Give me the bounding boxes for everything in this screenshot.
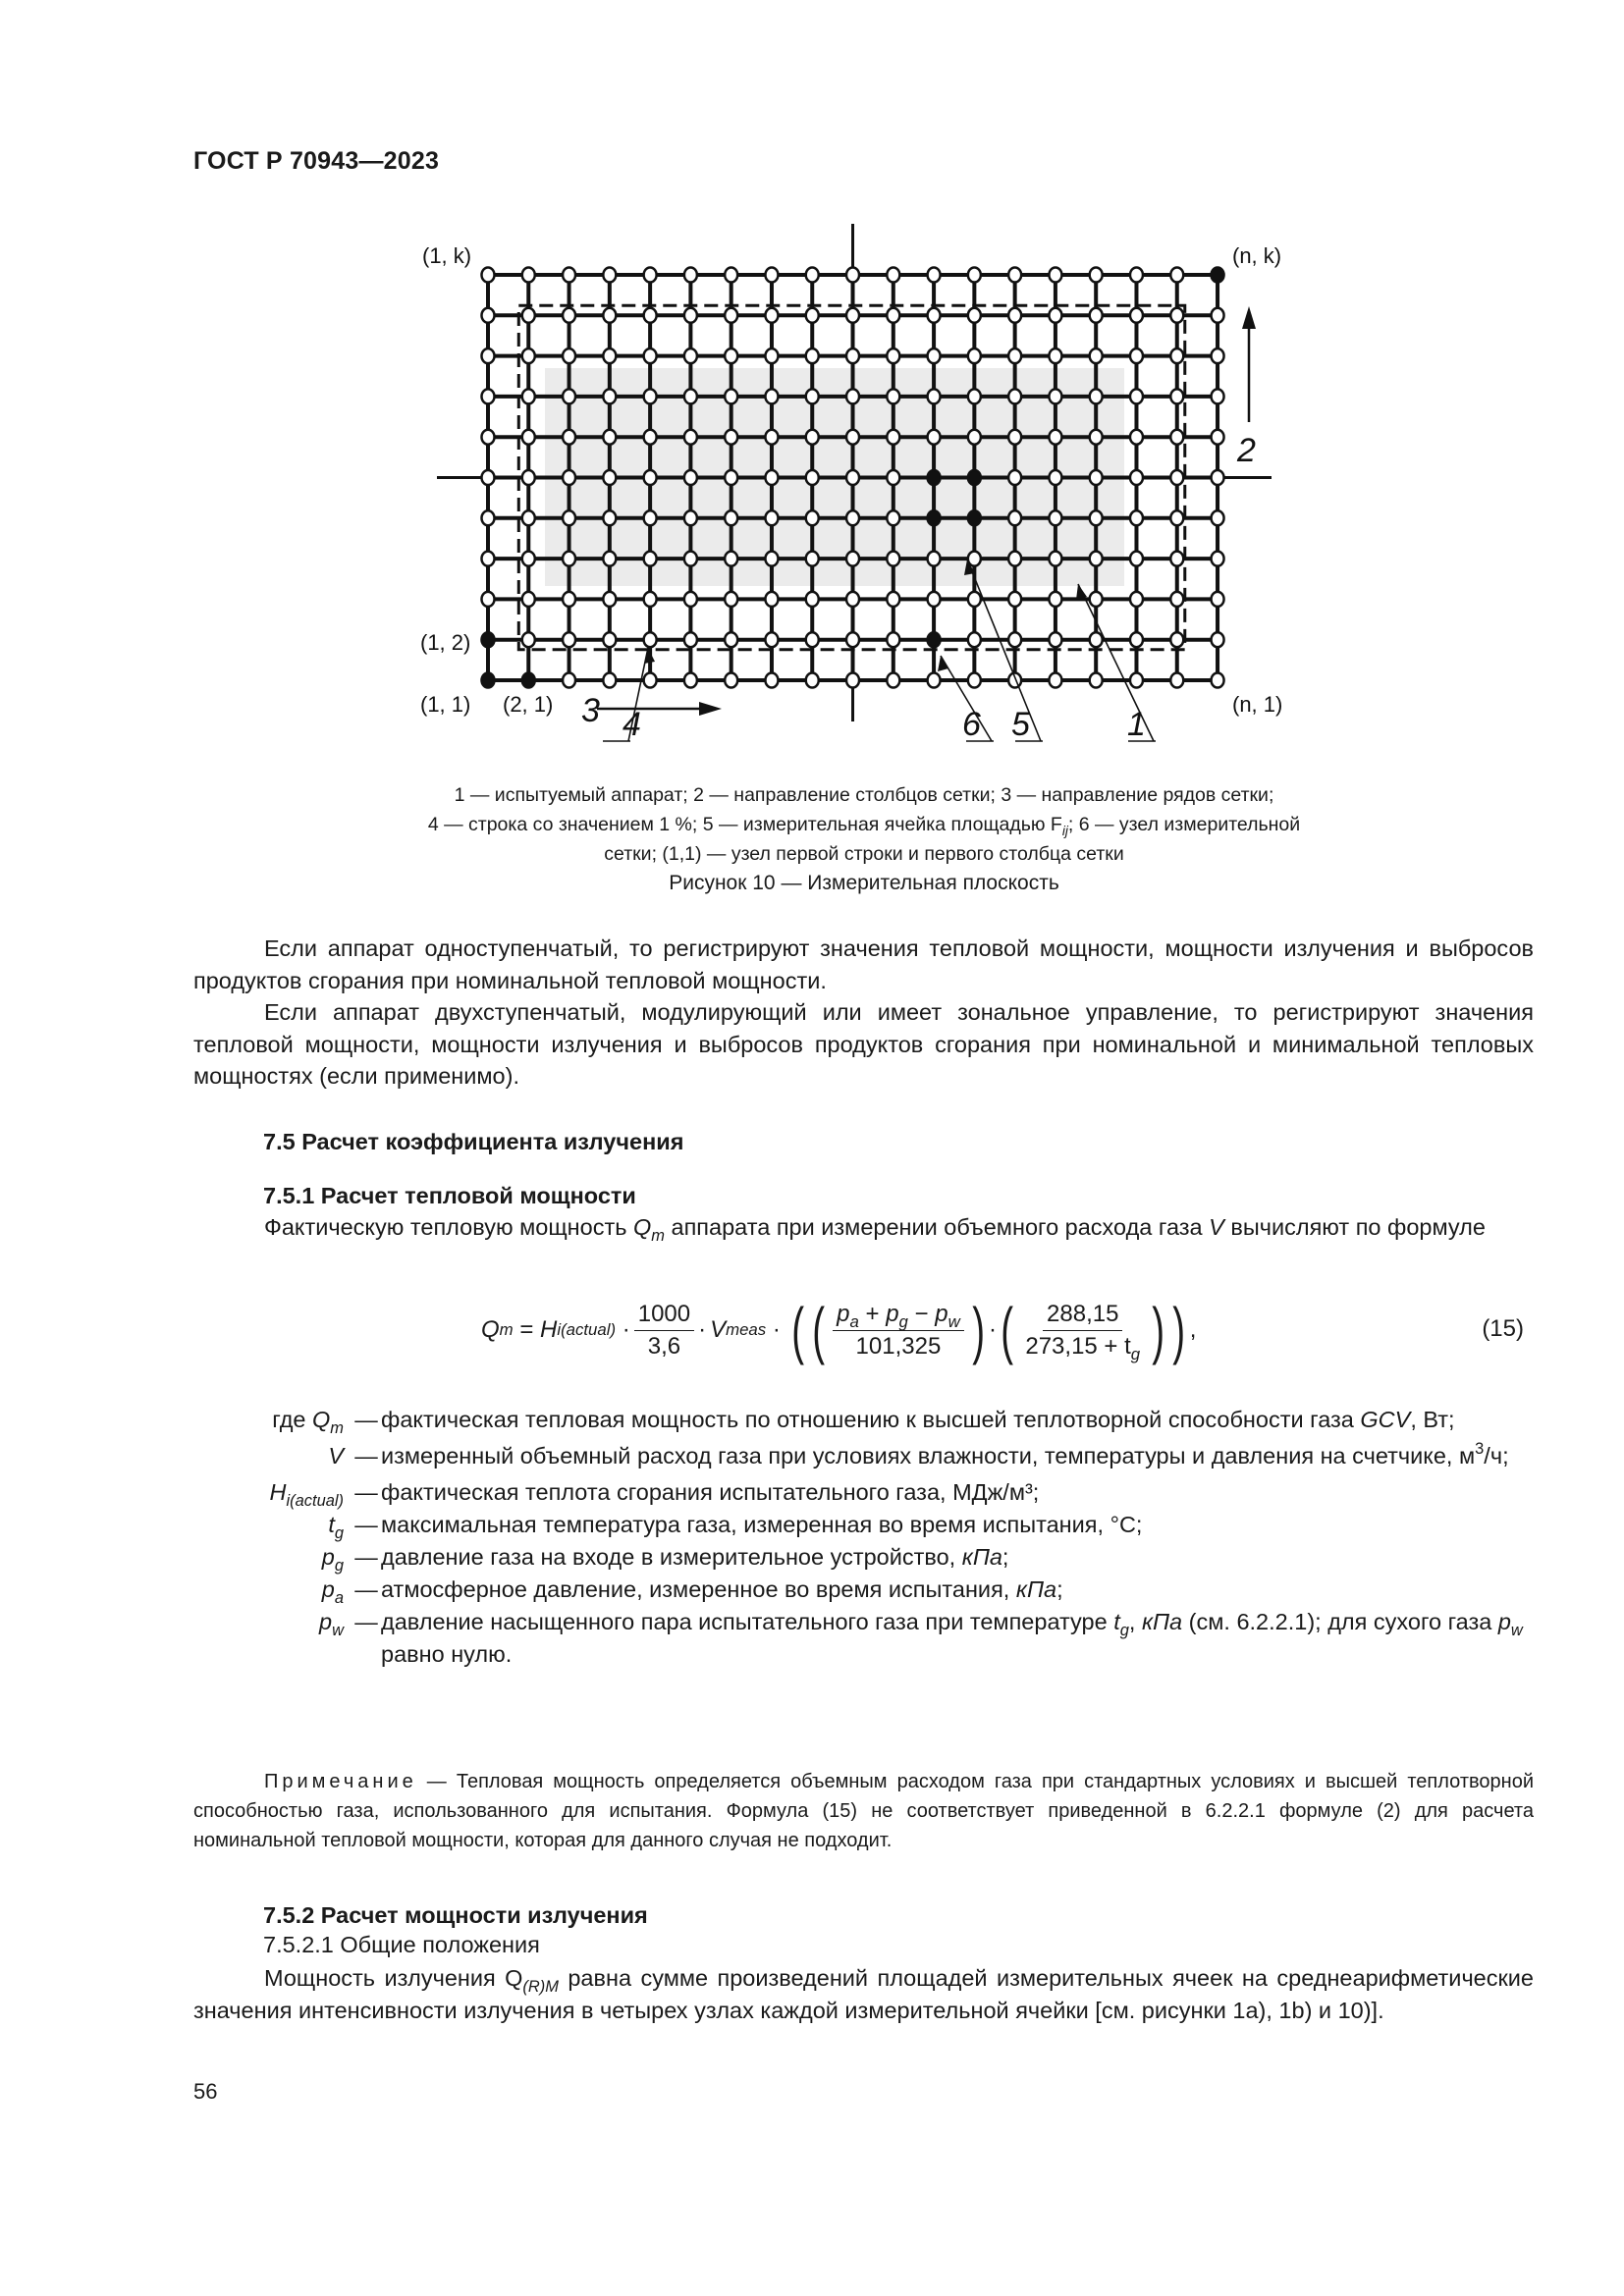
grid-node bbox=[1130, 632, 1143, 647]
grid-node bbox=[482, 552, 495, 566]
grid-node bbox=[644, 430, 657, 445]
paragraph-formula-intro: Фактическую тепловую мощность $Q_m$ аппарата при измерении объемного расхода газа V вычисляют по формуле bbox=[264, 1214, 1486, 1245]
node-label-2-1: (2, 1) bbox=[503, 692, 554, 717]
grid-node bbox=[846, 308, 859, 323]
grid-node bbox=[1130, 510, 1143, 525]
grid-node bbox=[1008, 268, 1021, 283]
grid-node bbox=[563, 510, 575, 525]
paragraph-single-stage: Если аппарат одноступенчатый, то регистрируют значения тепловой мощности, мощности излучения и выбросов продуктов сгорания при номинальной тепловой мощности. bbox=[193, 935, 1534, 993]
grid-node bbox=[522, 348, 535, 363]
note-block: Примечание — Тепловая мощность определяется объемным расходом газа при стандартных условиях и высшей теплотворной способностью газа, использованного для испытания. Формула (15) не соответствует приведенной в 6.2.2.1 формуле (2) для расчета номинальной тепловой мощности, которая для данного случая не подходит. bbox=[193, 1771, 1534, 1851]
grid-node bbox=[1130, 470, 1143, 485]
grid-node bbox=[482, 308, 495, 323]
grid-node bbox=[806, 510, 819, 525]
grid-node bbox=[765, 552, 778, 566]
grid-node bbox=[725, 632, 737, 647]
grid-node bbox=[522, 470, 535, 485]
variable-definitions bbox=[177, 1404, 1532, 1671]
legend-line-3: сетки; (1,1) — узел первой строки и первого столбца сетки bbox=[604, 843, 1124, 865]
formula-15: Q m = H i(actual) · $\frac{1000}{3,6}$ · V meas · ( ( $\frac{p_a + p_g - p_w}{101,325}$ ) · ( $\frac{288,15}{273,15 + t_g}$ ) ) , (15) bbox=[481, 1295, 1524, 1365]
grid-node bbox=[968, 673, 981, 688]
grid-node bbox=[522, 632, 535, 647]
grid-node bbox=[644, 673, 657, 688]
grid-node bbox=[887, 268, 899, 283]
grid-node bbox=[1049, 348, 1061, 363]
grid-node bbox=[765, 592, 778, 607]
grid-node bbox=[1090, 308, 1103, 323]
grid-node bbox=[1049, 389, 1061, 403]
subsection-heading-7-5-2-1: 7.5.2.1 Общие положения bbox=[263, 1932, 540, 1957]
grid-node bbox=[1130, 673, 1143, 688]
grid-node bbox=[928, 552, 941, 566]
grid-node bbox=[1212, 389, 1224, 403]
grid-node bbox=[1170, 673, 1183, 688]
grid-node bbox=[522, 510, 535, 525]
grid-node bbox=[1130, 552, 1143, 566]
grid-node bbox=[644, 510, 657, 525]
grid-node bbox=[1090, 389, 1103, 403]
grid-node bbox=[684, 348, 697, 363]
legend-line-1: 1 — испытуемый аппарат; 2 — направление столбцов сетки; 3 — направление рядов сетки; bbox=[454, 784, 1274, 806]
grid-node bbox=[644, 348, 657, 363]
definition-tg: $t_g$ — максимальная температура газа, измеренная во время испытания, °С; bbox=[328, 1512, 1143, 1542]
definition-h-actual: $H_{i(actual)}$ — фактическая теплота сгорания испытательного газа, МДж/м³; bbox=[269, 1479, 1040, 1510]
grid-node bbox=[928, 673, 941, 688]
definition-pa: $p_a$ — атмосферное давление, измеренное во время испытания, кПа; bbox=[321, 1576, 1063, 1607]
grid-node bbox=[603, 470, 616, 485]
grid-node bbox=[563, 308, 575, 323]
grid-node bbox=[644, 632, 657, 647]
grid-node bbox=[806, 552, 819, 566]
grid-node bbox=[1090, 268, 1103, 283]
arrow-up-icon bbox=[1242, 306, 1256, 329]
grid-node bbox=[887, 430, 899, 445]
grid-node bbox=[1008, 470, 1021, 485]
grid-node bbox=[522, 308, 535, 323]
node-label-n-k: (n, k) bbox=[1232, 243, 1282, 268]
grid-node bbox=[644, 552, 657, 566]
arrow-right-icon bbox=[699, 702, 722, 716]
grid-node bbox=[684, 510, 697, 525]
grid-node bbox=[846, 552, 859, 566]
grid-node bbox=[1170, 510, 1183, 525]
paragraph-radiation-power: Мощность излучения $Q_{(R)M}$ равна сумме произведений площадей измерительных ячеек на среднеарифметические значения интенсивности излучения в четырех узлах каждой измерительной ячейки [см. рисунки 1a), 1b) и 10)]. bbox=[193, 1965, 1534, 2023]
grid-node bbox=[928, 389, 941, 403]
grid-node bbox=[1170, 470, 1183, 485]
grid-node bbox=[522, 430, 535, 445]
callout-2: 2 bbox=[1237, 432, 1256, 469]
legend-line-2: 4 — строка со значением 1 %; 5 — измерительная ячейка площадью $F_{ij}$; 6 — узел измерительной bbox=[427, 814, 1301, 838]
grid-node bbox=[765, 510, 778, 525]
grid-node bbox=[1090, 632, 1103, 647]
grid-node bbox=[1170, 268, 1183, 283]
grid-node bbox=[1130, 268, 1143, 283]
grid-node bbox=[846, 632, 859, 647]
grid-node bbox=[765, 470, 778, 485]
grid-node bbox=[603, 430, 616, 445]
callout-6: 6 bbox=[962, 706, 981, 743]
grid-node bbox=[725, 673, 737, 688]
grid-node bbox=[887, 592, 899, 607]
grid-node bbox=[1170, 308, 1183, 323]
grid-node bbox=[603, 308, 616, 323]
node-label-1-2: (1, 2) bbox=[420, 630, 471, 655]
grid-node-filled bbox=[482, 632, 495, 647]
grid-node bbox=[684, 673, 697, 688]
grid-node bbox=[563, 592, 575, 607]
grid-node bbox=[1090, 470, 1103, 485]
grid-node bbox=[684, 552, 697, 566]
grid-node bbox=[1090, 430, 1103, 445]
grid-node bbox=[846, 673, 859, 688]
grid-node bbox=[563, 632, 575, 647]
grid-node bbox=[1170, 592, 1183, 607]
figure-legend bbox=[324, 780, 1404, 869]
grid-node bbox=[1212, 632, 1224, 647]
grid-node bbox=[806, 308, 819, 323]
grid-node bbox=[1049, 510, 1061, 525]
grid-node bbox=[603, 510, 616, 525]
grid-node bbox=[644, 592, 657, 607]
grid-node-filled bbox=[928, 470, 941, 485]
grid-node bbox=[603, 348, 616, 363]
grid-node bbox=[765, 673, 778, 688]
grid-node bbox=[725, 430, 737, 445]
grid-node bbox=[1090, 592, 1103, 607]
grid-node bbox=[968, 632, 981, 647]
grid-node bbox=[563, 552, 575, 566]
grid-node bbox=[725, 510, 737, 525]
grid-node bbox=[1212, 673, 1224, 688]
grid-node bbox=[806, 470, 819, 485]
grid-node bbox=[806, 430, 819, 445]
grid-node bbox=[725, 348, 737, 363]
grid-node bbox=[725, 389, 737, 403]
grid-node bbox=[644, 389, 657, 403]
grid-node bbox=[482, 348, 495, 363]
grid-node bbox=[684, 592, 697, 607]
grid-node bbox=[603, 268, 616, 283]
grid-node bbox=[1049, 430, 1061, 445]
grid-node bbox=[806, 673, 819, 688]
callout-1: 1 bbox=[1127, 706, 1146, 743]
grid-node bbox=[968, 389, 981, 403]
grid-node bbox=[563, 348, 575, 363]
grid-node bbox=[887, 673, 899, 688]
grid-node bbox=[887, 632, 899, 647]
grid-node bbox=[1130, 308, 1143, 323]
grid-node bbox=[725, 552, 737, 566]
grid-node bbox=[1008, 673, 1021, 688]
grid-node bbox=[1090, 348, 1103, 363]
grid-node bbox=[765, 430, 778, 445]
grid-node bbox=[603, 673, 616, 688]
definition-pg: $p_g$ — давление газа на входе в измерительное устройство, кПа; bbox=[321, 1544, 1009, 1575]
grid-node bbox=[928, 268, 941, 283]
grid-node-filled bbox=[928, 510, 941, 525]
grid-node bbox=[725, 470, 737, 485]
note-label: Примечание bbox=[264, 1771, 417, 1792]
grid-node bbox=[1130, 389, 1143, 403]
grid-node bbox=[725, 592, 737, 607]
grid-node bbox=[1170, 552, 1183, 566]
grid-node bbox=[1212, 470, 1224, 485]
grid-node bbox=[887, 389, 899, 403]
definition-qm: где $Q_m$ — фактическая тепловая мощность по отношению к высшей теплотворной способности газа GCV, Вт; bbox=[272, 1407, 1455, 1437]
section-heading-7-5-2: 7.5.2 Расчет мощности излучения bbox=[263, 1902, 648, 1928]
grid-node bbox=[968, 308, 981, 323]
grid-node bbox=[1008, 510, 1021, 525]
grid-node bbox=[603, 389, 616, 403]
grid-node bbox=[563, 389, 575, 403]
grid-node bbox=[1090, 552, 1103, 566]
grid-node bbox=[1049, 268, 1061, 283]
grid-node bbox=[522, 592, 535, 607]
grid-node bbox=[765, 268, 778, 283]
grid-node bbox=[1212, 348, 1224, 363]
grid-node bbox=[1130, 430, 1143, 445]
measurement-plane-figure bbox=[0, 0, 1624, 766]
grid-node bbox=[603, 592, 616, 607]
grid-node bbox=[1090, 673, 1103, 688]
grid-node bbox=[482, 592, 495, 607]
grid-node bbox=[1008, 308, 1021, 323]
formula-number: (15) bbox=[1482, 1315, 1524, 1342]
grid-node bbox=[725, 308, 737, 323]
grid-node bbox=[846, 389, 859, 403]
grid-node bbox=[1212, 552, 1224, 566]
grid-node-filled bbox=[968, 510, 981, 525]
grid-node bbox=[968, 552, 981, 566]
grid-node bbox=[644, 470, 657, 485]
grid-node bbox=[1212, 592, 1224, 607]
grid-node bbox=[522, 389, 535, 403]
grid-node-filled bbox=[928, 632, 941, 647]
definition-pw: $p_w$ — давление насыщенного пара испытательного газа при температуре $t_g$, кПа (см. 6.2.2.1); для сухого газа $p_w$ равно нулю. bbox=[319, 1609, 1523, 1667]
grid-node bbox=[806, 592, 819, 607]
node-label-1-1: (1, 1) bbox=[420, 692, 471, 717]
grid-node bbox=[1049, 592, 1061, 607]
grid-node bbox=[887, 470, 899, 485]
grid-node bbox=[1008, 592, 1021, 607]
grid-node bbox=[1008, 348, 1021, 363]
grid-node bbox=[563, 430, 575, 445]
grid-node bbox=[806, 268, 819, 283]
grid-node bbox=[1049, 673, 1061, 688]
grid-node bbox=[1212, 430, 1224, 445]
grid-node bbox=[563, 470, 575, 485]
grid-node-filled bbox=[522, 673, 535, 688]
grid-node bbox=[522, 268, 535, 283]
grid-node bbox=[887, 348, 899, 363]
grid-node bbox=[968, 592, 981, 607]
grid-node bbox=[846, 470, 859, 485]
grid-node bbox=[887, 308, 899, 323]
grid-node bbox=[1008, 552, 1021, 566]
node-label-1-k: (1, k) bbox=[422, 243, 472, 268]
grid-node bbox=[1170, 348, 1183, 363]
grid-node bbox=[765, 348, 778, 363]
grid-node bbox=[1008, 430, 1021, 445]
grid-node bbox=[482, 430, 495, 445]
page-number: 56 bbox=[193, 2079, 218, 2104]
grid-node bbox=[846, 430, 859, 445]
grid-node bbox=[968, 430, 981, 445]
grid-node bbox=[1049, 470, 1061, 485]
grid-node bbox=[684, 308, 697, 323]
grid-node bbox=[1170, 430, 1183, 445]
grid-node bbox=[928, 308, 941, 323]
callout-5: 5 bbox=[1011, 706, 1030, 743]
definition-v: V — измеренный объемный расход газа при условиях влажности, температуры и давления на счетчике, $м^3/ч$; bbox=[328, 1440, 1509, 1468]
grid-node bbox=[684, 268, 697, 283]
grid-node bbox=[482, 470, 495, 485]
grid-node bbox=[806, 389, 819, 403]
callout-4: 4 bbox=[623, 706, 641, 743]
grid-node bbox=[806, 348, 819, 363]
section-heading-7-5: 7.5 Расчет коэффициента излучения bbox=[263, 1129, 684, 1154]
figure-title: Рисунок 10 — Измерительная плоскость bbox=[669, 872, 1059, 894]
grid-node bbox=[482, 268, 495, 283]
grid-node bbox=[846, 510, 859, 525]
grid-node bbox=[482, 510, 495, 525]
grid-node bbox=[684, 430, 697, 445]
paragraph-multi-stage: Если аппарат двухступенчатый, модулирующий или имеет зональное управление, то регистрируют значения тепловой мощности, мощности излучения и выбросов продуктов сгорания при номинальной и минимальной тепловых мощностях (если применимо). bbox=[193, 999, 1534, 1089]
grid-node bbox=[603, 632, 616, 647]
grid-node bbox=[928, 592, 941, 607]
grid-node bbox=[1008, 389, 1021, 403]
node-label-n-1: (n, 1) bbox=[1232, 692, 1283, 717]
grid-node bbox=[968, 348, 981, 363]
grid-node-filled bbox=[482, 673, 495, 688]
grid-node bbox=[1170, 389, 1183, 403]
grid-node bbox=[522, 552, 535, 566]
grid-node bbox=[684, 470, 697, 485]
grid-node bbox=[928, 348, 941, 363]
grid-node bbox=[928, 430, 941, 445]
grid-node bbox=[725, 268, 737, 283]
grid-node bbox=[1090, 510, 1103, 525]
grid-node bbox=[887, 552, 899, 566]
grid-node bbox=[1212, 308, 1224, 323]
grid-node bbox=[563, 673, 575, 688]
section-heading-7-5-1: 7.5.1 Расчет тепловой мощности bbox=[263, 1183, 636, 1208]
grid-node bbox=[644, 308, 657, 323]
grid-node bbox=[1170, 632, 1183, 647]
grid-node bbox=[887, 510, 899, 525]
grid-node bbox=[603, 552, 616, 566]
grid-node bbox=[846, 348, 859, 363]
grid-node bbox=[1049, 308, 1061, 323]
grid-node bbox=[968, 268, 981, 283]
grid-node bbox=[1049, 552, 1061, 566]
grid-node bbox=[684, 389, 697, 403]
grid-node bbox=[482, 389, 495, 403]
grid-node-filled bbox=[968, 470, 981, 485]
grid-node bbox=[806, 632, 819, 647]
grid-node bbox=[1130, 348, 1143, 363]
grid-node bbox=[846, 592, 859, 607]
grid-node-filled bbox=[1212, 268, 1224, 283]
grid-node bbox=[765, 632, 778, 647]
grid-node bbox=[1212, 510, 1224, 525]
grid-node bbox=[1130, 592, 1143, 607]
grid-node bbox=[1049, 632, 1061, 647]
document-header: ГОСТ Р 70943—2023 bbox=[193, 147, 440, 175]
grid-node bbox=[684, 632, 697, 647]
grid-node bbox=[1008, 632, 1021, 647]
callout-3: 3 bbox=[581, 692, 600, 729]
grid-node bbox=[765, 308, 778, 323]
grid-node bbox=[563, 268, 575, 283]
grid-node bbox=[644, 268, 657, 283]
grid-node bbox=[765, 389, 778, 403]
grid-node bbox=[846, 268, 859, 283]
